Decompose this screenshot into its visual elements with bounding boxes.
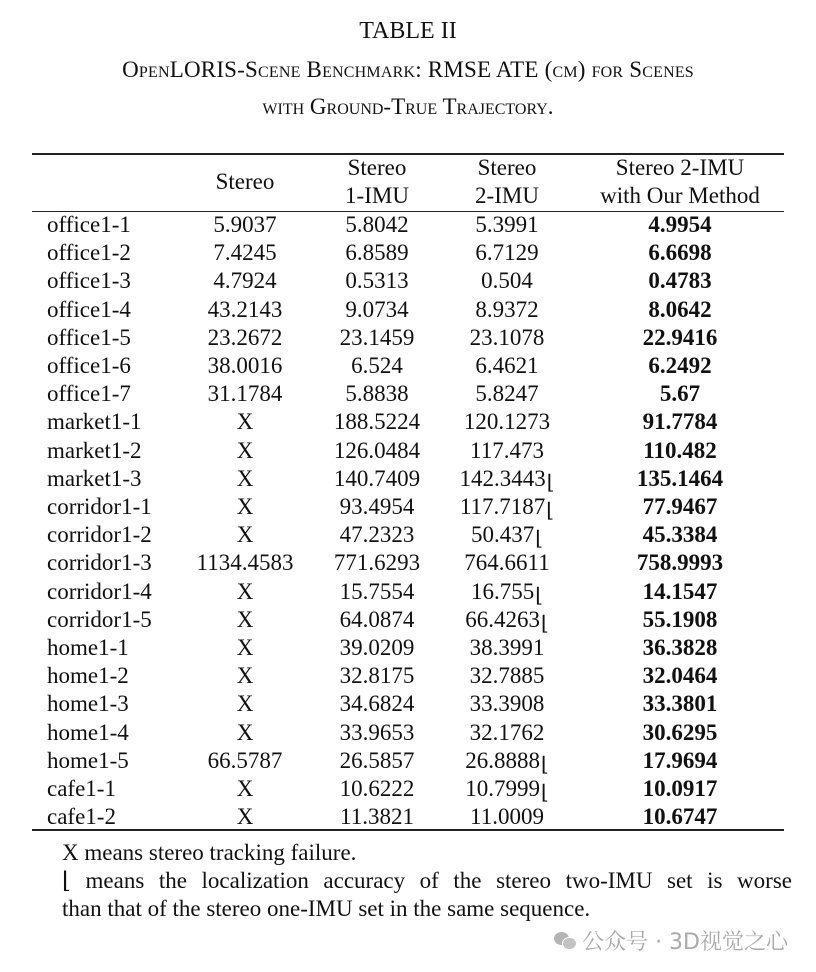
scene-cell-value: market1-2 — [47, 437, 142, 463]
our-method-cell — [580, 578, 780, 606]
scene-cell-value: office1-6 — [47, 353, 131, 378]
stereo-cell — [180, 690, 310, 718]
stereo-1imu-cell-value: 15.7554 — [339, 578, 415, 604]
column-header-line-1: Stereo — [347, 155, 407, 180]
stereo-1imu-cell — [312, 634, 442, 662]
stereo-1imu-cell-value: 140.7409 — [333, 465, 421, 491]
stereo-1imu-cell-value: 9.0734 — [345, 296, 409, 322]
worse-marker-icon: ⌊ — [540, 782, 549, 804]
stereo-cell — [180, 211, 310, 239]
stereo-2imu-cell-value: 50.437 — [470, 522, 535, 548]
stereo-1imu-cell — [312, 578, 442, 606]
stereo-2imu-cell-value: 11.0009 — [470, 804, 544, 830]
stereo-2imu-cell-value: 23.1078 — [469, 324, 545, 350]
stereo-cell-value: 23.2672 — [207, 324, 283, 350]
stereo-2imu-cell — [442, 662, 572, 690]
our-method-cell-value: 758.9993 — [636, 550, 724, 576]
our-method-cell — [580, 296, 780, 324]
our-method-cell — [580, 493, 780, 521]
stereo-cell — [180, 296, 310, 324]
stereo-1imu-cell-value: 5.8838 — [345, 381, 409, 407]
stereo-1imu-cell-value: 26.5857 — [339, 747, 415, 773]
stereo-1imu-cell — [312, 803, 442, 831]
stereo-cell-value: X — [236, 606, 254, 632]
worse-marker-icon: ⌊ — [540, 612, 549, 635]
table-row — [0, 211, 816, 239]
stereo-2imu-cell — [442, 775, 572, 804]
table-row — [0, 578, 816, 606]
worse-marker-icon: ⌊ — [540, 753, 549, 776]
scene-cell-value: cafe1-1 — [47, 776, 116, 801]
stereo-2imu-cell — [442, 803, 572, 831]
scene-cell — [47, 662, 129, 690]
scene-cell — [47, 324, 131, 352]
stereo-1imu-cell — [312, 521, 442, 549]
stereo-1imu-cell — [312, 239, 442, 267]
scene-cell — [47, 465, 142, 493]
column-header-stereo-2imu — [442, 154, 572, 210]
our-method-cell-value: 110.482 — [643, 437, 717, 463]
stereo-1imu-cell — [312, 408, 442, 436]
stereo-cell — [180, 747, 310, 775]
scene-cell-value: home1-4 — [47, 719, 129, 745]
bottom-rule — [32, 829, 784, 831]
our-method-cell-value: 5.67 — [659, 381, 701, 407]
scene-cell — [47, 578, 152, 606]
our-method-cell — [580, 521, 780, 549]
scene-cell-value: market1-1 — [47, 409, 142, 435]
table-row — [0, 803, 816, 831]
stereo-2imu-cell — [442, 239, 572, 267]
scene-cell — [47, 211, 131, 239]
stereo-cell — [180, 352, 310, 380]
stereo-cell-value: X — [236, 776, 254, 801]
our-method-cell-value: 33.3801 — [642, 691, 718, 717]
stereo-1imu-cell-value: 34.6824 — [339, 691, 415, 717]
stereo-2imu-cell-value: 26.8888 — [465, 747, 540, 773]
our-method-cell — [580, 465, 780, 493]
stereo-1imu-cell — [312, 747, 442, 775]
our-method-cell-value: 14.1547 — [642, 578, 718, 604]
stereo-2imu-cell — [442, 690, 572, 718]
stereo-2imu-cell-value: 120.1273 — [463, 409, 551, 435]
stereo-1imu-cell — [312, 719, 442, 747]
our-method-cell-value: 32.0464 — [642, 663, 718, 689]
stereo-2imu-cell-value: 33.3908 — [469, 691, 545, 717]
stereo-1imu-cell-value: 6.8589 — [345, 240, 409, 266]
table-row — [0, 437, 816, 465]
column-header-line-1: Stereo 2-IMU — [615, 155, 745, 180]
table-row — [0, 267, 816, 295]
scene-cell-value: corridor1-3 — [47, 550, 152, 576]
our-method-cell-value: 10.6747 — [642, 804, 718, 830]
stereo-2imu-cell — [442, 380, 572, 408]
stereo-cell-value: X — [236, 437, 254, 463]
scene-cell — [47, 352, 131, 380]
watermark — [554, 925, 788, 956]
stereo-1imu-cell-value: 10.6222 — [339, 776, 415, 801]
scene-cell-value: home1-2 — [47, 663, 129, 689]
stereo-cell — [180, 719, 310, 747]
column-header-stereo-label: Stereo — [215, 169, 275, 194]
stereo-2imu-cell-value: 0.504 — [481, 268, 533, 294]
table-row — [0, 324, 816, 352]
table-row — [0, 549, 816, 577]
stereo-cell-value: X — [236, 719, 254, 745]
stereo-cell-value: X — [236, 494, 254, 519]
scene-cell-value: corridor1-5 — [47, 606, 152, 632]
our-method-cell-value: 6.6698 — [648, 240, 712, 266]
our-method-cell-value: 135.1464 — [636, 465, 724, 491]
stereo-cell-value: X — [236, 635, 254, 660]
stereo-2imu-cell — [442, 549, 572, 577]
table-caption-line-2: with Ground-True Trajectory. — [262, 94, 554, 119]
table-row — [0, 408, 816, 436]
stereo-cell-value: 43.2143 — [207, 296, 283, 322]
stereo-cell — [180, 578, 310, 606]
scene-cell — [47, 267, 131, 295]
stereo-cell-value: 1134.4583 — [196, 550, 294, 576]
scene-cell — [47, 521, 152, 549]
stereo-1imu-cell-value: 6.524 — [351, 353, 403, 378]
table-label: TABLE II — [359, 18, 457, 44]
scene-cell — [47, 747, 129, 775]
table-row — [0, 690, 816, 718]
stereo-2imu-cell-value: 38.3991 — [469, 635, 545, 660]
stereo-2imu-cell — [442, 606, 572, 635]
table-row — [0, 521, 816, 549]
our-method-cell — [580, 437, 780, 465]
stereo-1imu-cell-value: 5.8042 — [345, 212, 409, 237]
scene-cell-value: office1-1 — [47, 212, 131, 237]
worse-marker-icon: ⌊ — [535, 584, 544, 607]
scene-cell — [47, 408, 142, 436]
stereo-cell-value: X — [236, 522, 254, 548]
stereo-2imu-cell-value: 32.1762 — [469, 719, 545, 745]
stereo-cell — [180, 324, 310, 352]
our-method-cell-value: 6.2492 — [648, 353, 712, 378]
stereo-1imu-cell-value: 93.4954 — [339, 494, 415, 519]
stereo-cell — [180, 408, 310, 436]
wechat-icon — [554, 932, 576, 950]
note-worse-line-1: ⌊ means the localization accuracy of the stereo two-IMU set is worse — [62, 868, 792, 893]
table-row — [0, 465, 816, 493]
scene-cell — [47, 775, 116, 803]
scene-cell — [47, 239, 131, 267]
stereo-2imu-cell — [442, 465, 572, 494]
watermark-text: 公众号 · 3D视觉之心 — [582, 930, 788, 955]
stereo-cell — [180, 239, 310, 267]
stereo-2imu-cell — [442, 296, 572, 324]
stereo-cell — [180, 267, 310, 295]
stereo-2imu-cell — [442, 634, 572, 662]
our-method-cell-value: 77.9467 — [642, 494, 718, 519]
table-row — [0, 352, 816, 380]
our-method-cell-value: 17.9694 — [642, 747, 718, 773]
scene-cell-value: market1-3 — [47, 465, 142, 491]
scene-cell — [47, 296, 131, 324]
stereo-cell-value: 7.4245 — [213, 240, 277, 266]
stereo-cell — [180, 437, 310, 465]
our-method-cell — [580, 352, 780, 380]
our-method-cell-value: 4.9954 — [648, 212, 712, 237]
column-header-stereo-1imu — [312, 154, 442, 210]
scene-cell — [47, 690, 129, 718]
note-failure: X means stereo tracking failure. — [62, 840, 357, 865]
stereo-cell-value: 4.7924 — [213, 268, 277, 294]
stereo-1imu-cell — [312, 437, 442, 465]
stereo-2imu-cell-value: 8.9372 — [475, 296, 539, 322]
column-header-line-2: with Our Method — [600, 183, 760, 208]
stereo-2imu-cell-value: 764.6611 — [464, 550, 550, 576]
stereo-cell — [180, 521, 310, 549]
stereo-2imu-cell — [442, 267, 572, 295]
scene-cell — [47, 437, 142, 465]
our-method-cell — [580, 380, 780, 408]
table-row — [0, 380, 816, 408]
stereo-2imu-cell — [442, 408, 572, 436]
stereo-2imu-cell-value: 5.8247 — [475, 381, 539, 407]
stereo-1imu-cell — [312, 352, 442, 380]
scene-cell — [47, 634, 129, 662]
stereo-1imu-cell — [312, 296, 442, 324]
stereo-1imu-cell — [312, 690, 442, 718]
stereo-1imu-cell-value: 11.3821 — [340, 804, 414, 830]
stereo-cell-value: 31.1784 — [207, 381, 283, 407]
stereo-1imu-cell — [312, 662, 442, 690]
stereo-1imu-cell — [312, 267, 442, 295]
scene-cell-value: cafe1-2 — [47, 804, 116, 830]
table-caption-line-1: OpenLORIS-Scene Benchmark: RMSE ATE (cm) for Scenes — [122, 57, 694, 82]
stereo-2imu-cell — [442, 521, 572, 550]
stereo-1imu-cell-value: 39.0209 — [339, 635, 415, 660]
stereo-cell — [180, 380, 310, 408]
scene-cell — [47, 380, 131, 408]
table-row — [0, 775, 816, 803]
scene-cell-value: corridor1-1 — [47, 494, 152, 519]
table-row — [0, 634, 816, 662]
stereo-2imu-cell — [442, 324, 572, 352]
stereo-1imu-cell-value: 64.0874 — [339, 606, 415, 632]
stereo-cell-value: X — [236, 804, 254, 830]
scene-cell — [47, 606, 152, 634]
our-method-cell — [580, 719, 780, 747]
stereo-cell — [180, 775, 310, 803]
stereo-2imu-cell — [442, 578, 572, 607]
our-method-cell — [580, 324, 780, 352]
our-method-cell-value: 22.9416 — [642, 324, 718, 350]
stereo-cell-value: 38.0016 — [207, 353, 283, 378]
column-header-line-2: 2-IMU — [475, 183, 539, 208]
column-header-line-2: 1-IMU — [345, 183, 409, 208]
stereo-cell-value: X — [236, 691, 254, 717]
our-method-cell — [580, 690, 780, 718]
our-method-cell — [580, 549, 780, 577]
stereo-2imu-cell — [442, 211, 572, 239]
table-row — [0, 747, 816, 775]
stereo-1imu-cell-value: 47.2323 — [339, 522, 415, 548]
stereo-2imu-cell-value: 66.4263 — [465, 606, 540, 632]
stereo-1imu-cell — [312, 380, 442, 408]
stereo-cell-value: X — [236, 663, 254, 689]
our-method-cell — [580, 267, 780, 295]
stereo-cell-value: X — [236, 409, 254, 435]
our-method-cell-value: 8.0642 — [648, 296, 712, 322]
stereo-2imu-cell-value: 32.7885 — [469, 663, 545, 689]
stereo-2imu-cell-value: 6.4621 — [475, 353, 539, 378]
stereo-cell-value: 5.9037 — [213, 212, 277, 237]
our-method-cell-value: 55.1908 — [642, 606, 718, 632]
stereo-cell — [180, 549, 310, 577]
worse-marker-icon: ⌊ — [546, 471, 555, 494]
our-method-cell — [580, 634, 780, 662]
table-row — [0, 662, 816, 690]
stereo-cell-value: X — [236, 465, 254, 491]
stereo-1imu-cell-value: 32.8175 — [339, 663, 415, 689]
stereo-2imu-cell-value: 5.3991 — [475, 212, 539, 237]
table-row — [0, 493, 816, 521]
stereo-1imu-cell — [312, 465, 442, 493]
stereo-1imu-cell-value: 188.5224 — [333, 409, 421, 435]
our-method-cell — [580, 606, 780, 634]
stereo-cell — [180, 662, 310, 690]
our-method-cell-value: 10.0917 — [642, 776, 718, 801]
scene-cell-value: office1-5 — [47, 324, 131, 350]
scene-cell-value: home1-5 — [47, 747, 129, 773]
stereo-1imu-cell-value: 771.6293 — [333, 550, 421, 576]
stereo-1imu-cell — [312, 324, 442, 352]
our-method-cell — [580, 775, 780, 803]
stereo-1imu-cell-value: 33.9653 — [339, 719, 415, 745]
scene-cell-value: office1-2 — [47, 240, 131, 266]
scene-cell — [47, 549, 152, 577]
stereo-cell — [180, 803, 310, 831]
table-row — [0, 719, 816, 747]
worse-marker-icon: ⌊ — [546, 500, 555, 522]
stereo-2imu-cell-value: 142.3443 — [459, 465, 546, 491]
our-method-cell — [580, 747, 780, 775]
stereo-2imu-cell — [442, 493, 572, 522]
stereo-2imu-cell-value: 6.7129 — [475, 240, 539, 266]
stereo-2imu-cell — [442, 352, 572, 380]
stereo-1imu-cell-value: 126.0484 — [333, 437, 421, 463]
stereo-1imu-cell — [312, 606, 442, 634]
table-row — [0, 606, 816, 634]
our-method-cell — [580, 239, 780, 267]
our-method-cell — [580, 662, 780, 690]
stereo-cell — [180, 465, 310, 493]
stereo-1imu-cell — [312, 211, 442, 239]
stereo-2imu-cell — [442, 437, 572, 465]
column-header-our-method — [580, 154, 780, 210]
worse-marker-icon: ⌊ — [535, 528, 544, 551]
stereo-2imu-cell-value: 10.7999 — [465, 776, 540, 801]
our-method-cell-value: 30.6295 — [642, 719, 718, 745]
scene-cell — [47, 719, 129, 747]
scene-cell-value: corridor1-2 — [47, 522, 152, 548]
stereo-1imu-cell — [312, 775, 442, 803]
stereo-cell-value: 66.5787 — [207, 747, 283, 773]
stereo-1imu-cell — [312, 549, 442, 577]
stereo-cell — [180, 493, 310, 521]
our-method-cell — [580, 803, 780, 831]
column-header-line-1: Stereo — [477, 155, 537, 180]
stereo-1imu-cell-value: 23.1459 — [339, 324, 415, 350]
stereo-2imu-cell — [442, 719, 572, 747]
column-header-stereo — [180, 168, 310, 196]
scene-cell-value: office1-7 — [47, 381, 131, 407]
our-method-cell — [580, 211, 780, 239]
stereo-cell — [180, 606, 310, 634]
stereo-1imu-cell — [312, 493, 442, 521]
scene-cell — [47, 803, 116, 831]
our-method-cell — [580, 408, 780, 436]
table-row — [0, 296, 816, 324]
stereo-2imu-cell — [442, 747, 572, 776]
stereo-2imu-cell-value: 117.7187 — [459, 494, 546, 519]
stereo-cell — [180, 634, 310, 662]
scene-cell-value: office1-4 — [47, 296, 131, 322]
stereo-2imu-cell-value: 117.473 — [470, 437, 544, 463]
stereo-cell-value: X — [236, 578, 254, 604]
our-method-cell-value: 91.7784 — [642, 409, 718, 435]
stereo-1imu-cell-value: 0.5313 — [345, 268, 409, 294]
scene-cell-value: office1-3 — [47, 268, 131, 294]
scene-cell-value: home1-1 — [47, 635, 129, 660]
our-method-cell-value: 0.4783 — [648, 268, 712, 294]
table-row — [0, 239, 816, 267]
scene-cell — [47, 493, 152, 521]
our-method-cell-value: 36.3828 — [642, 635, 718, 660]
scene-cell-value: corridor1-4 — [47, 578, 152, 604]
scene-cell-value: home1-3 — [47, 691, 129, 717]
stereo-2imu-cell-value: 16.755 — [470, 578, 535, 604]
our-method-cell-value: 45.3384 — [642, 522, 718, 548]
note-worse-line-2: than that of the stereo one-IMU set in the same sequence. — [62, 896, 591, 921]
